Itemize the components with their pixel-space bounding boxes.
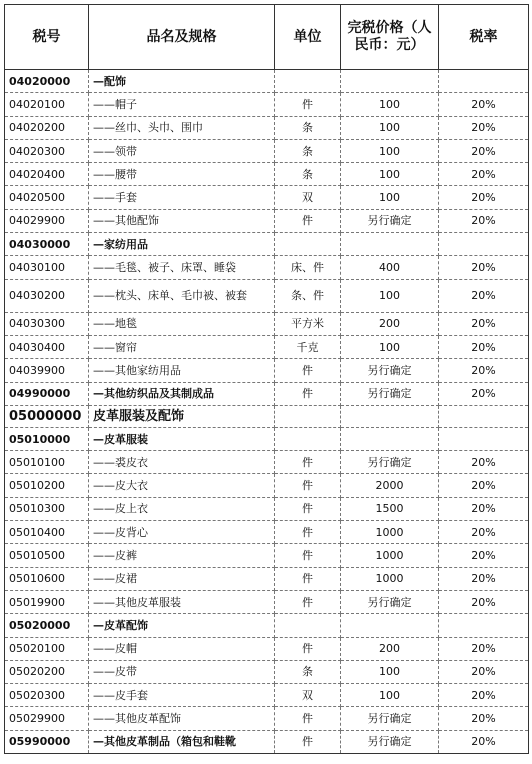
header-code: 税号 xyxy=(5,5,89,70)
cell-code: 05029900 xyxy=(5,707,89,730)
cell-unit: 件 xyxy=(275,497,341,520)
cell-unit xyxy=(275,427,341,450)
cell-price: 100 xyxy=(341,116,439,139)
header-unit: 单位 xyxy=(275,5,341,70)
table-row xyxy=(5,614,529,637)
table-row xyxy=(5,279,529,312)
cell-price: 100 xyxy=(341,684,439,707)
cell-price: 2000 xyxy=(341,474,439,497)
cell-rate: 20% xyxy=(439,684,529,707)
cell-name: ——裘皮衣 xyxy=(89,451,275,474)
cell-price: 另行确定 xyxy=(341,730,439,753)
table-row xyxy=(5,359,529,382)
cell-code: 05020300 xyxy=(5,684,89,707)
table-row xyxy=(5,312,529,335)
cell-rate: 20% xyxy=(439,335,529,358)
cell-name: —其他皮革制品（箱包和鞋靴 xyxy=(89,730,275,753)
table-row xyxy=(5,186,529,209)
cell-price: 100 xyxy=(341,660,439,683)
cell-price xyxy=(341,233,439,256)
cell-code: 04020200 xyxy=(5,116,89,139)
table-row xyxy=(5,209,529,232)
cell-rate: 20% xyxy=(439,116,529,139)
cell-unit xyxy=(275,405,341,427)
cell-name: ——皮带 xyxy=(89,660,275,683)
cell-code: 05010600 xyxy=(5,567,89,590)
table-row xyxy=(5,567,529,590)
table-row xyxy=(5,544,529,567)
cell-code: 05010000 xyxy=(5,427,89,450)
table-row xyxy=(5,684,529,707)
cell-name: ——皮手套 xyxy=(89,684,275,707)
cell-name: —家纺用品 xyxy=(89,233,275,256)
cell-unit: 件 xyxy=(275,707,341,730)
cell-price: 另行确定 xyxy=(341,451,439,474)
cell-rate: 20% xyxy=(439,382,529,405)
cell-rate: 20% xyxy=(439,474,529,497)
cell-code: 04029900 xyxy=(5,209,89,232)
cell-name: ——皮上衣 xyxy=(89,497,275,520)
cell-rate: 20% xyxy=(439,497,529,520)
cell-unit xyxy=(275,233,341,256)
cell-rate: 20% xyxy=(439,451,529,474)
cell-rate xyxy=(439,233,529,256)
cell-rate: 20% xyxy=(439,312,529,335)
cell-price xyxy=(341,614,439,637)
cell-name: —皮革配饰 xyxy=(89,614,275,637)
table-row xyxy=(5,116,529,139)
table-row xyxy=(5,730,529,753)
cell-unit: 平方米 xyxy=(275,312,341,335)
cell-rate: 20% xyxy=(439,209,529,232)
cell-code: 04030300 xyxy=(5,312,89,335)
header-name: 品名及规格 xyxy=(89,5,275,70)
cell-rate xyxy=(439,405,529,427)
cell-price: 100 xyxy=(341,186,439,209)
cell-code: 04020300 xyxy=(5,139,89,162)
cell-rate: 20% xyxy=(439,186,529,209)
table-row xyxy=(5,590,529,613)
cell-price: 400 xyxy=(341,256,439,279)
cell-price xyxy=(341,70,439,93)
cell-name: ——皮大衣 xyxy=(89,474,275,497)
cell-name: ——手套 xyxy=(89,186,275,209)
cell-name: —其他纺织品及其制成品 xyxy=(89,382,275,405)
table-row xyxy=(5,163,529,186)
cell-unit xyxy=(275,70,341,93)
cell-unit: 件 xyxy=(275,521,341,544)
table-row xyxy=(5,497,529,520)
cell-unit: 件 xyxy=(275,451,341,474)
cell-unit: 件 xyxy=(275,474,341,497)
cell-name: ——其他皮革服装 xyxy=(89,590,275,613)
cell-code: 04990000 xyxy=(5,382,89,405)
cell-rate: 20% xyxy=(439,93,529,116)
cell-name: ——其他皮革配饰 xyxy=(89,707,275,730)
table-row xyxy=(5,474,529,497)
cell-name: ——皮裤 xyxy=(89,544,275,567)
cell-rate: 20% xyxy=(439,707,529,730)
cell-rate xyxy=(439,427,529,450)
cell-rate: 20% xyxy=(439,567,529,590)
table-row xyxy=(5,335,529,358)
cell-name: ——皮裙 xyxy=(89,567,275,590)
table-header xyxy=(5,5,529,70)
table-row xyxy=(5,93,529,116)
cell-rate: 20% xyxy=(439,279,529,312)
cell-code: 04020500 xyxy=(5,186,89,209)
table-row xyxy=(5,451,529,474)
cell-unit: 件 xyxy=(275,209,341,232)
cell-code: 05010500 xyxy=(5,544,89,567)
table-row xyxy=(5,427,529,450)
cell-price: 1000 xyxy=(341,567,439,590)
cell-price: 1000 xyxy=(341,521,439,544)
cell-name: ——其他家纺用品 xyxy=(89,359,275,382)
cell-name: 皮革服装及配饰 xyxy=(89,405,275,427)
cell-price: 100 xyxy=(341,279,439,312)
cell-rate: 20% xyxy=(439,139,529,162)
cell-rate: 20% xyxy=(439,359,529,382)
cell-name: ——毛毯、被子、床罩、睡袋 xyxy=(89,256,275,279)
table-row xyxy=(5,382,529,405)
table-row xyxy=(5,256,529,279)
cell-unit: 件 xyxy=(275,359,341,382)
table-row xyxy=(5,707,529,730)
cell-name: —皮革服装 xyxy=(89,427,275,450)
cell-rate: 20% xyxy=(439,590,529,613)
cell-rate xyxy=(439,614,529,637)
cell-price: 另行确定 xyxy=(341,590,439,613)
table-row xyxy=(5,70,529,93)
table-row xyxy=(5,637,529,660)
cell-unit: 条 xyxy=(275,163,341,186)
cell-name: ——其他配饰 xyxy=(89,209,275,232)
cell-price: 1000 xyxy=(341,544,439,567)
cell-code: 05019900 xyxy=(5,590,89,613)
cell-code: 04039900 xyxy=(5,359,89,382)
cell-unit: 条、件 xyxy=(275,279,341,312)
cell-code: 04020000 xyxy=(5,70,89,93)
cell-unit: 条 xyxy=(275,660,341,683)
cell-rate: 20% xyxy=(439,544,529,567)
tariff-table xyxy=(4,4,529,754)
cell-code: 05020200 xyxy=(5,660,89,683)
table-row xyxy=(5,660,529,683)
cell-price: 另行确定 xyxy=(341,382,439,405)
cell-unit: 床、件 xyxy=(275,256,341,279)
cell-price xyxy=(341,427,439,450)
cell-name: ——皮帽 xyxy=(89,637,275,660)
table-row xyxy=(5,405,529,427)
cell-name: ——枕头、床单、毛巾被、被套 xyxy=(89,279,275,312)
cell-name: —配饰 xyxy=(89,70,275,93)
cell-unit: 双 xyxy=(275,684,341,707)
cell-unit: 件 xyxy=(275,93,341,116)
cell-price: 另行确定 xyxy=(341,209,439,232)
header-price: 完税价格（人民币：元） xyxy=(341,5,439,70)
table-body xyxy=(5,70,529,754)
cell-code: 04030100 xyxy=(5,256,89,279)
cell-name: ——领带 xyxy=(89,139,275,162)
cell-unit: 件 xyxy=(275,382,341,405)
cell-code: 05010200 xyxy=(5,474,89,497)
cell-code: 05010400 xyxy=(5,521,89,544)
cell-code: 05020100 xyxy=(5,637,89,660)
cell-name: ——帽子 xyxy=(89,93,275,116)
cell-price: 200 xyxy=(341,312,439,335)
cell-name: ——窗帘 xyxy=(89,335,275,358)
cell-rate: 20% xyxy=(439,521,529,544)
cell-unit: 件 xyxy=(275,637,341,660)
table-row xyxy=(5,233,529,256)
cell-code: 04020400 xyxy=(5,163,89,186)
cell-name: ——地毯 xyxy=(89,312,275,335)
cell-price: 100 xyxy=(341,93,439,116)
cell-code: 05020000 xyxy=(5,614,89,637)
cell-rate: 20% xyxy=(439,660,529,683)
cell-code: 04030000 xyxy=(5,233,89,256)
cell-price: 另行确定 xyxy=(341,707,439,730)
table-row xyxy=(5,139,529,162)
cell-price: 100 xyxy=(341,139,439,162)
cell-code: 05990000 xyxy=(5,730,89,753)
cell-rate: 20% xyxy=(439,163,529,186)
cell-price: 200 xyxy=(341,637,439,660)
cell-unit: 件 xyxy=(275,730,341,753)
cell-rate xyxy=(439,70,529,93)
header-rate: 税率 xyxy=(439,5,529,70)
cell-price: 100 xyxy=(341,335,439,358)
cell-price: 100 xyxy=(341,163,439,186)
cell-rate: 20% xyxy=(439,637,529,660)
cell-unit: 件 xyxy=(275,544,341,567)
cell-unit: 条 xyxy=(275,139,341,162)
cell-code: 05010300 xyxy=(5,497,89,520)
cell-code: 04030200 xyxy=(5,279,89,312)
cell-name: ——腰带 xyxy=(89,163,275,186)
table-row xyxy=(5,521,529,544)
cell-price: 1500 xyxy=(341,497,439,520)
cell-unit: 双 xyxy=(275,186,341,209)
cell-name: ——皮背心 xyxy=(89,521,275,544)
cell-unit: 条 xyxy=(275,116,341,139)
cell-rate: 20% xyxy=(439,730,529,753)
cell-unit: 千克 xyxy=(275,335,341,358)
cell-unit: 件 xyxy=(275,590,341,613)
cell-code: 05010100 xyxy=(5,451,89,474)
cell-price: 另行确定 xyxy=(341,359,439,382)
cell-rate: 20% xyxy=(439,256,529,279)
cell-price xyxy=(341,405,439,427)
header-row xyxy=(5,5,529,70)
cell-unit xyxy=(275,614,341,637)
cell-code: 04020100 xyxy=(5,93,89,116)
cell-unit: 件 xyxy=(275,567,341,590)
cell-name: ——丝巾、头巾、围巾 xyxy=(89,116,275,139)
cell-code: 05000000 xyxy=(5,405,89,427)
cell-code: 04030400 xyxy=(5,335,89,358)
